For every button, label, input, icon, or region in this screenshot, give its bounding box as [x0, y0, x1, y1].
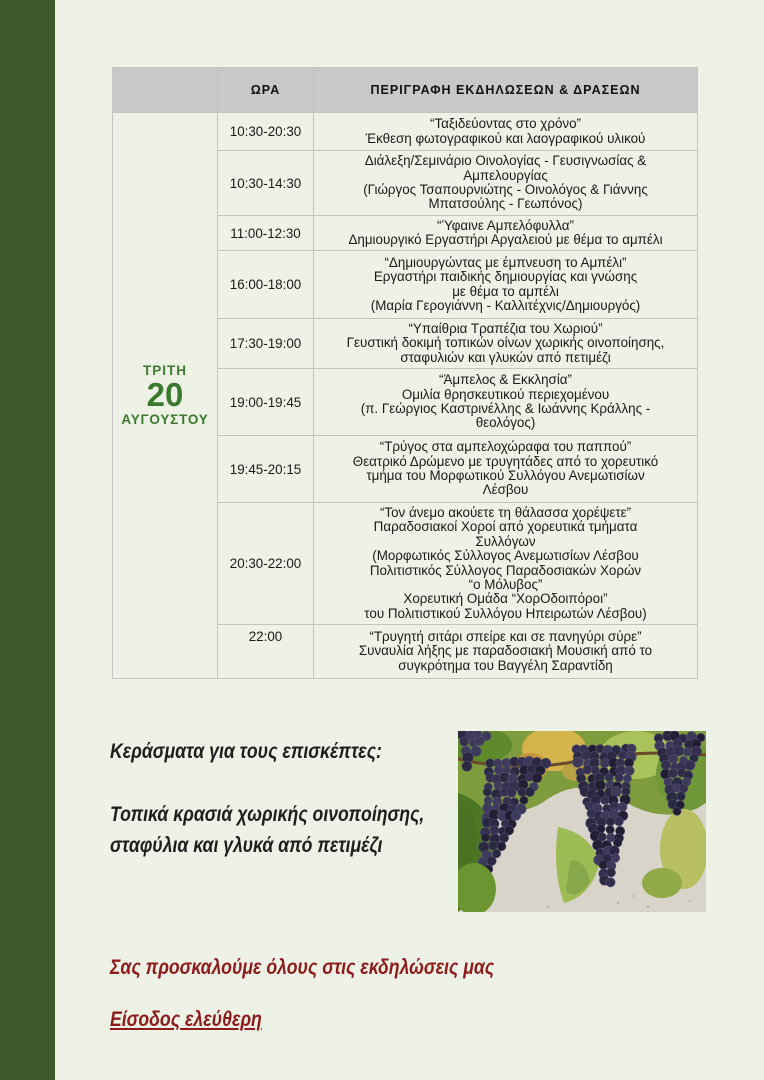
grape-berry [676, 792, 685, 801]
time-cell: 17:30-19:00 [218, 319, 314, 369]
grape-berry [487, 856, 496, 865]
grape-berry [605, 774, 613, 782]
grape-berry [499, 833, 508, 842]
description-cell [314, 625, 698, 679]
event-title: “Ταξιδεύοντας στο χρόνο” [429, 116, 581, 132]
time-cell: 22:00 [218, 625, 314, 679]
grape-berry [520, 796, 528, 804]
event-title: “Τον άνεμο ακούετε τη θάλασσα χορέψετε” [379, 504, 632, 520]
description-cell [314, 369, 698, 436]
description-cell [314, 503, 698, 625]
grape-berry [606, 825, 615, 834]
grape-berry [488, 841, 497, 850]
description-line: Πολιτιστικός Σύλλογος Παραδοσιακών Χορών [369, 562, 642, 578]
grapes-photo [458, 731, 706, 912]
month: ΑΥΓΟΥΣΤΟΥ [121, 411, 209, 427]
description-line: Λέσβου [482, 482, 529, 498]
grape-berry [668, 769, 677, 778]
grape-berry [618, 802, 627, 811]
grape-berry [507, 788, 516, 797]
description-cell [314, 436, 698, 503]
description-line: Θεατρικό Δρώμενο με τρυγητάδες από το χορευτικό [352, 453, 659, 469]
free-entry-text: Είσοδος ελεύθερη [110, 1008, 262, 1031]
description-cell [314, 216, 698, 251]
description-line: σταφυλιών και γλυκών από πετιμέζι [400, 349, 611, 365]
time-cell: 19:00-19:45 [218, 369, 314, 436]
description-line: Έκθεση φωτογραφικού και λαογραφικού υλικού [365, 130, 646, 146]
time-cell: 16:00-18:00 [218, 251, 314, 319]
day-number: 20 [146, 375, 184, 413]
date-cell [113, 113, 218, 679]
invitation-text: Σας προσκαλούμε όλους στις εκδηλώσεις μας [110, 956, 495, 979]
description-line: Χορευτική Ομάδα “ΧορΟδοιπόροι” [403, 591, 608, 607]
description-line: Εργαστήρι παιδικής δημιουργίας και γνώσης [373, 269, 638, 285]
time-cell: 10:30-14:30 [218, 151, 314, 216]
description-line: Αμπελουργίας [463, 167, 548, 183]
grape-berry [625, 766, 635, 776]
time-cell: 10:30-20:30 [218, 113, 314, 151]
schedule-table [112, 67, 698, 679]
grape-berry [475, 737, 484, 746]
description-line: Παραδοσιακοί Χοροί από χορευτικά τμήματα [373, 519, 638, 535]
weekday: ΤΡΙΤΗ [143, 362, 187, 378]
time-cell: 19:45-20:15 [218, 436, 314, 503]
grape-berry [494, 781, 503, 790]
event-title: “Υπαίθρια Τραπέζια του Χωριού” [408, 320, 603, 336]
description-cell [314, 319, 698, 369]
description-cell [314, 113, 698, 151]
treats-heading: Κεράσματα για τους επισκέπτες: [110, 740, 382, 763]
grape-berry [583, 766, 592, 775]
description-line: (Μαρία Γερογιάννη - Καλλιτέχνις/Δημιουργός) [370, 297, 641, 313]
event-title: “Τρύγος στα αμπελοχώραφα του παππού” [379, 439, 632, 455]
description-line: με θέμα το αμπέλι [452, 283, 559, 299]
table-header-row [113, 68, 698, 113]
grape-berry [483, 788, 492, 797]
description-line: Συναυλία λήξης με παραδοσιακή Μουσική από το [358, 643, 653, 659]
grape-berry [606, 817, 615, 826]
grape-berry [460, 737, 469, 746]
left-green-stripe [0, 0, 55, 1080]
grape-berry [607, 868, 616, 877]
description-line: Ομιλία θρησκευτικού περιεχομένου [401, 386, 610, 402]
grape-berry [685, 760, 695, 770]
grape-berry [481, 833, 490, 842]
grape-berry [661, 760, 671, 770]
description-cell [314, 251, 698, 319]
event-title: “Ύφαινε Αμπελόφυλλα” [437, 217, 574, 233]
description-line: Γευστική δοκιμή τοπικών οίνων χωρικής οινοποίησης, [346, 335, 665, 351]
description-line: θεολόγος) [475, 415, 536, 431]
event-title: “Δημιουργώντας με έμπνευση το Αμπέλι” [384, 254, 627, 270]
grape-berry [611, 786, 621, 796]
grape-berry [532, 773, 542, 783]
description-line: τμήμα του Μορφωτικού Συλλόγου Ανεμωτισίων [366, 468, 645, 483]
description-cell [314, 151, 698, 216]
date-column-header [113, 68, 218, 113]
grape-berry [683, 748, 692, 757]
event-title: Διάλεξη/Σεμινάριο Οινολογίας - Γευσιγνωσίας & [364, 153, 647, 169]
grape-berry [572, 757, 583, 768]
grape-berry [595, 780, 606, 791]
description-line: Μπατσούλης - Γεωπόνος) [428, 196, 583, 212]
description-column-header: ΠΕΡΙΓΡΑΦΗ ΕΚΔΗΛΩΣΕΩΝ & ΔΡΑΣΕΩΝ [314, 68, 698, 113]
grape-berry [601, 796, 610, 805]
treats-line: Τοπικά κρασιά χωρικής οινοποίησης, [110, 803, 425, 826]
grape-berry [673, 807, 681, 815]
time-cell: 11:00-12:30 [218, 216, 314, 251]
grape-berry [486, 759, 495, 768]
description-line: του Πολιτιστικού Συλλόγου Ηπειρωτών Λέσβου) [364, 605, 647, 621]
description-line: συγκρότημα του Βαγγέλη Σαραντίδη [398, 657, 613, 673]
grape-berry [615, 774, 623, 782]
description-line: Συλλόγων [475, 533, 536, 549]
grape-berry [623, 774, 631, 782]
description-line: (π. Γεώργιος Καστρινέλλης & Ιωάννης Κράλλης - [360, 401, 651, 416]
description-line: (Μορφωτικός Σύλλογος Ανεμωτισίων Λέσβου [372, 548, 639, 564]
time-column-header: ΩΡΑ [218, 68, 314, 113]
grape-berry [606, 878, 615, 887]
grape-berry [511, 811, 521, 821]
description-line: (Γιώργος Τσαπουρνιώτης - Οινολόγος & Γιάννης [363, 182, 648, 197]
treats-line: σταφύλια και γλυκά από πετιμέζι [110, 834, 383, 857]
schedule-row [113, 113, 698, 151]
description-line: “ο Μόλυβος” [468, 576, 543, 592]
grape-berry [679, 784, 688, 793]
event-title: “Άμπελος & Εκκλησία” [439, 372, 572, 388]
grape-berry [462, 761, 472, 771]
event-title: “Τρυγητή σιτάρι σπείρε και σε πανηγύρι σύρε” [369, 628, 642, 644]
description-line: Δημιουργικό Εργαστήρι Αργαλειού με θέμα το αμπέλι [348, 232, 663, 247]
time-cell: 20:30-22:00 [218, 503, 314, 625]
grape-berry [525, 787, 534, 796]
grape-berry [614, 817, 623, 826]
